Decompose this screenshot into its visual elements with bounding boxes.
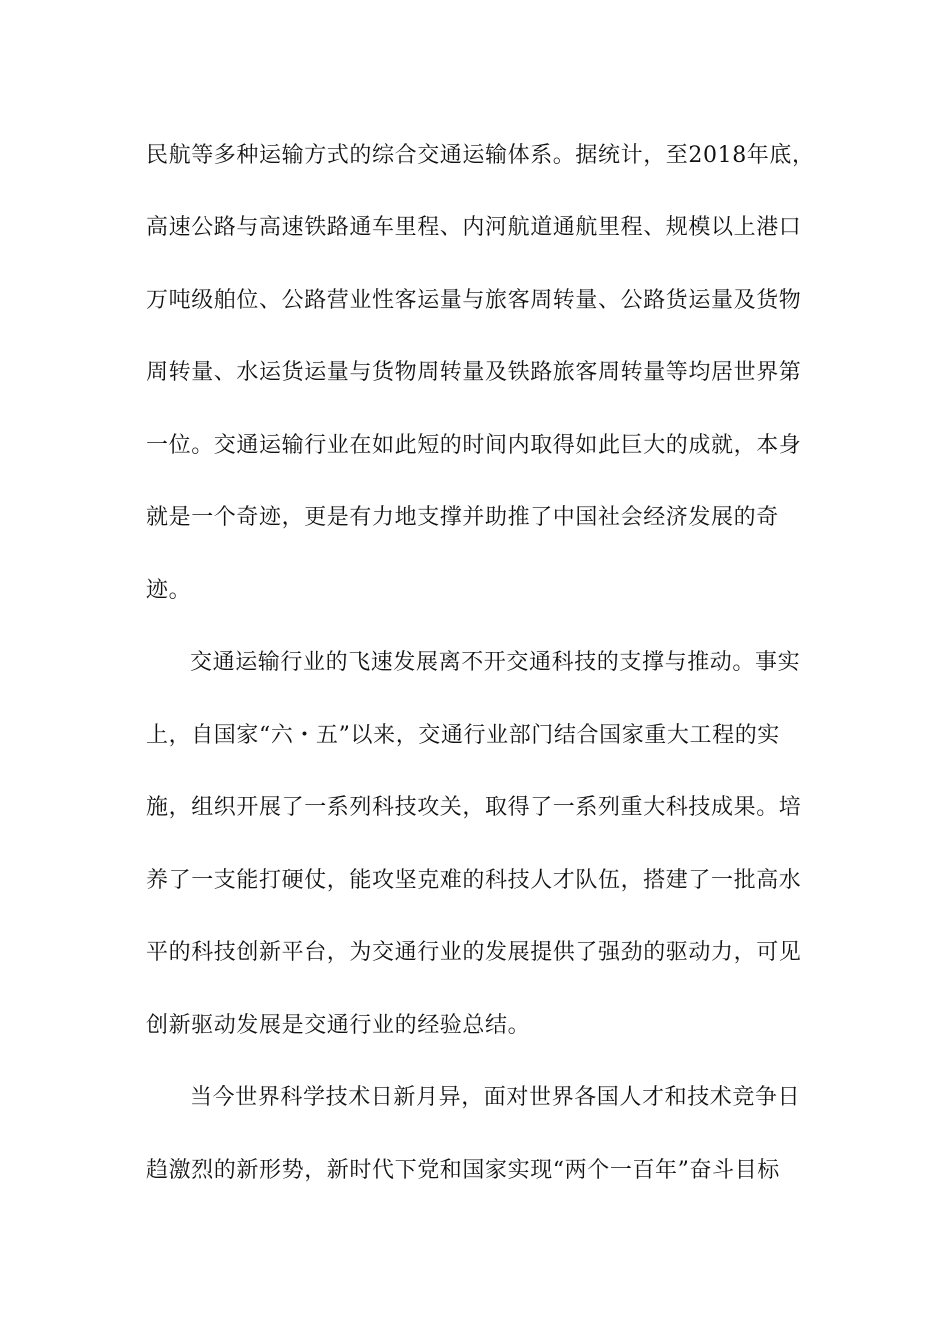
paragraph-first-line: 交通运输行业的飞速发展离不开交通科技的支撑与推动。事实 [190, 650, 801, 675]
text-line: 周转量、水运货运量与货物周转量及铁路旅客周转量等均居世界第 [146, 360, 802, 385]
text-line: 迹。 [146, 578, 192, 603]
text-line: 养了一支能打硬仗，能攻坚克难的科技人才队伍，搭建了一批高水 [146, 868, 802, 893]
text-line: 趋激烈的新形势，新时代下党和国家实现“两个一百年”奋斗目标 [146, 1158, 780, 1183]
text-line: 高速公路与高速铁路通车里程、内河航道通航里程、规模以上港口 [146, 215, 802, 240]
text-line: 平的科技创新平台，为交通行业的发展提供了强劲的驱动力，可见 [146, 940, 802, 965]
text-line: 施，组织开展了一系列科技攻关，取得了一系列重大科技成果。培 [146, 795, 802, 820]
paragraph-first-line: 当今世界科学技术日新月异，面对世界各国人才和技术竞争日 [190, 1085, 801, 1110]
text-line: 万吨级舶位、公路营业性客运量与旅客周转量、公路货运量及货物 [146, 288, 802, 313]
text-line: 上，自国家“六・五”以来，交通行业部门结合国家重大工程的实 [146, 723, 780, 748]
text-line: 民航等多种运输方式的综合交通运输体系。据统计，至2018年底， [146, 143, 815, 168]
text-line: 创新驱动发展是交通行业的经验总结。 [146, 1013, 531, 1038]
text-line: 就是一个奇迹，更是有力地支撑并助推了中国社会经济发展的奇 [146, 505, 779, 530]
text-line: 一位。交通运输行业在如此短的时间内取得如此巨大的成就，本身 [146, 433, 802, 458]
